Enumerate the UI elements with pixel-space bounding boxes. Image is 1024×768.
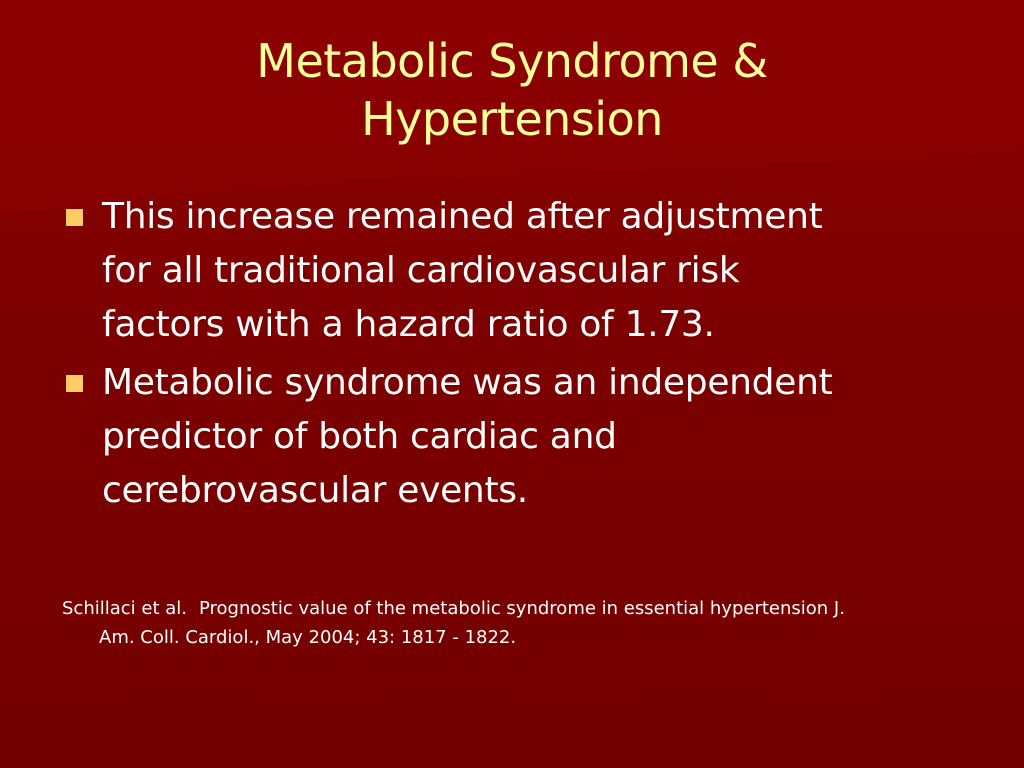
citation <box>62 594 999 652</box>
bullet-line: factors with a hazard ratio of 1.73. <box>102 304 715 345</box>
slide-title-line-2: Hypertension <box>361 92 663 146</box>
citation-text-line-1: Prognostic value of the metabolic syndrome in essential hypertension J. <box>199 598 845 619</box>
bullet-list <box>62 190 962 522</box>
slide-title <box>112 32 912 148</box>
citation-text-line-2: Am. Coll. Cardiol., May 2004; 43: 1817 - 1822. <box>99 627 517 648</box>
bullet-line: Metabolic syndrome was an independent <box>102 362 833 403</box>
slide-title-line-1: Metabolic Syndrome & <box>256 34 768 88</box>
bullet-item <box>62 190 962 352</box>
square-bullet-icon <box>66 209 83 226</box>
bullet-item <box>62 356 962 518</box>
bullet-line: for all traditional cardiovascular risk <box>102 250 740 291</box>
citation-authors: Schillaci et al. <box>62 598 187 619</box>
bullet-line: This increase remained after adjustment <box>102 196 823 237</box>
square-bullet-icon <box>66 375 83 392</box>
bullet-line: cerebrovascular events. <box>102 470 528 511</box>
bullet-line: predictor of both cardiac and <box>102 416 617 457</box>
